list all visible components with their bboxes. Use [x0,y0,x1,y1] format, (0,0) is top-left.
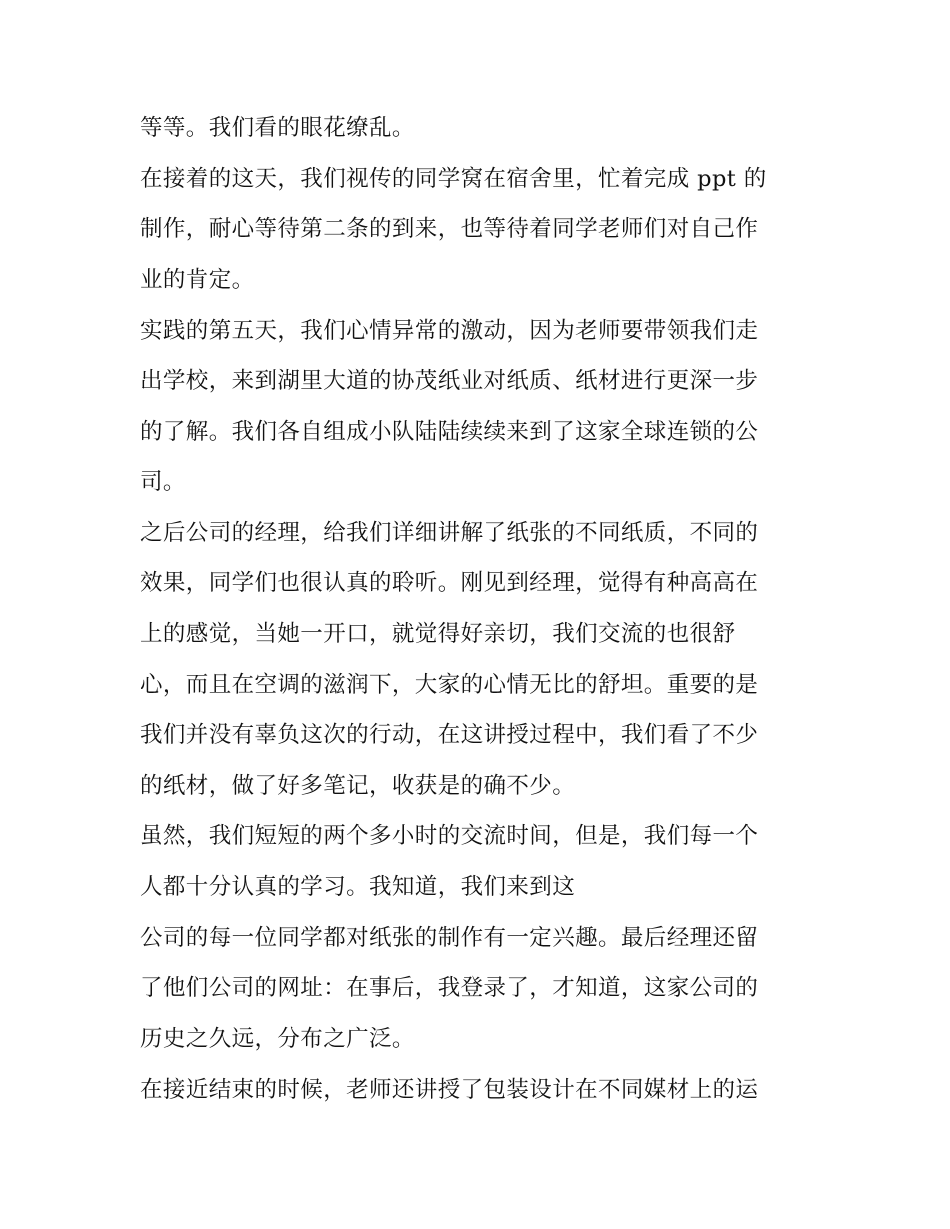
text-line-7: 的了解。我们各自组成小队陆陆续续来到了这家全球连锁的公 [140,419,759,445]
text-line-4: 业的肯定。 [140,267,255,293]
text-line-8: 司。 [140,469,186,495]
text-line-6: 出学校，来到湖里大道的协茂纸业对纸质、纸材进行更深一步 [140,368,759,394]
text-line-12: 心，而且在空调的滋润下，大家的心情无比的舒坦。重要的是 [140,672,759,698]
text-line-14: 的纸材，做了好多笔记，收获是的确不少。 [140,773,576,799]
text-line-19: 历史之久远，分布之广泛。 [140,1026,415,1052]
text-line-1: 等等。我们看的眼花缭乱。 [140,115,415,141]
text-line-18: 了他们公司的网址：在事后，我登录了，才知道，这家公司的 [140,975,759,1001]
text-line-2: 在接着的这天，我们视传的同学窝在宿舍里，忙着完成 ppt 的 [140,166,767,192]
text-line-9: 之后公司的经理，给我们详细讲解了纸张的不同纸质，不同的 [140,520,759,546]
text-line-10: 效果，同学们也很认真的聆听。刚见到经理，觉得有种高高在 [140,570,759,596]
text-line-20: 在接近结束的时候，老师还讲授了包装设计在不同媒材上的运 [140,1077,759,1103]
text-line-16: 人都十分认真的学习。我知道，我们来到这 [140,874,576,900]
text-line-11: 上的感觉，当她一开口，就觉得好亲切，我们交流的也很舒 [140,621,736,647]
text-line-17: 公司的每一位同学都对纸张的制作有一定兴趣。最后经理还留 [140,925,759,951]
text-line-13: 我们并没有辜负这次的行动，在这讲授过程中，我们看了不少 [140,722,759,748]
text-line-15: 虽然，我们短短的两个多小时的交流时间，但是，我们每一个 [140,823,759,849]
text-line-5: 实践的第五天，我们心情异常的激动，因为老师要带领我们走 [140,318,759,344]
text-line-3: 制作，耐心等待第二条的到来，也等待着同学老师们对自己作 [140,216,759,242]
